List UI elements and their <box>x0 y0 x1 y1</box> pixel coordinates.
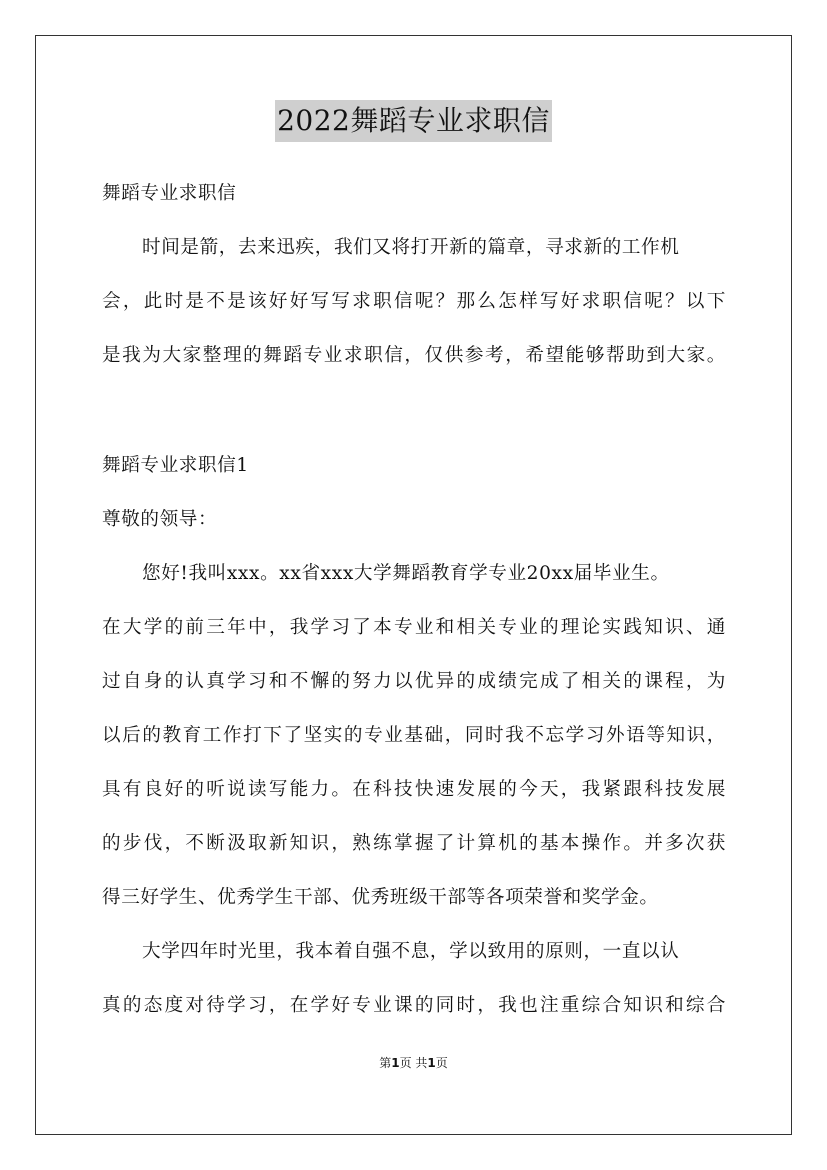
section-heading: 舞蹈专业求职信 <box>102 183 237 204</box>
footer-suffix: 页 <box>435 1056 448 1070</box>
intro-line-3: 是我为大家整理的舞蹈专业求职信，仅供参考，希望能够帮助到大家。 <box>102 345 726 366</box>
body-line-5: 具有良好的听说读写能力。在科技快速发展的今天，我紧跟科技发展 <box>102 779 726 800</box>
body-line-2: 在大学的前三年中，我学习了本专业和相关专业的理论实践知识、通 <box>102 617 726 638</box>
body-line-7: 得三好学生、优秀学生干部、优秀班级干部等各项荣誉和奖学金。 <box>102 887 659 908</box>
page-footer <box>0 1054 827 1071</box>
footer-prefix: 第 <box>379 1056 392 1070</box>
body-line-1: 您好!我叫xxx。xx省xxx大学舞蹈教育学专业20xx届毕业生。 <box>142 563 670 584</box>
footer-mid: 页 共 <box>399 1056 428 1070</box>
letter-heading: 舞蹈专业求职信1 <box>102 455 249 476</box>
body-line-6: 的步伐，不断汲取新知识，熟练掌握了计算机的基本操作。并多次获 <box>102 833 726 854</box>
title-container <box>0 100 827 142</box>
footer-total-pages: 1 <box>427 1056 436 1070</box>
footer-current-page: 1 <box>391 1056 400 1070</box>
document-title: 2022舞蹈专业求职信 <box>275 100 552 142</box>
body-line-4: 以后的教育工作打下了坚实的专业基础，同时我不忘学习外语等知识， <box>102 725 726 746</box>
intro-line-1: 时间是箭，去来迅疾，我们又将打开新的篇章，寻求新的工作机 <box>142 237 680 258</box>
intro-line-2: 会，此时是不是该好好写写求职信呢？那么怎样写好求职信呢？以下 <box>102 291 726 312</box>
body-line-3: 过自身的认真学习和不懈的努力以优异的成绩完成了相关的课程，为 <box>102 671 726 692</box>
body-line-8: 大学四年时光里，我本着自强不息，学以致用的原则，一直以认 <box>142 941 680 962</box>
salutation: 尊敬的领导： <box>102 509 218 530</box>
body-line-9: 真的态度对待学习，在学好专业课的同时，我也注重综合知识和综合 <box>102 995 726 1016</box>
